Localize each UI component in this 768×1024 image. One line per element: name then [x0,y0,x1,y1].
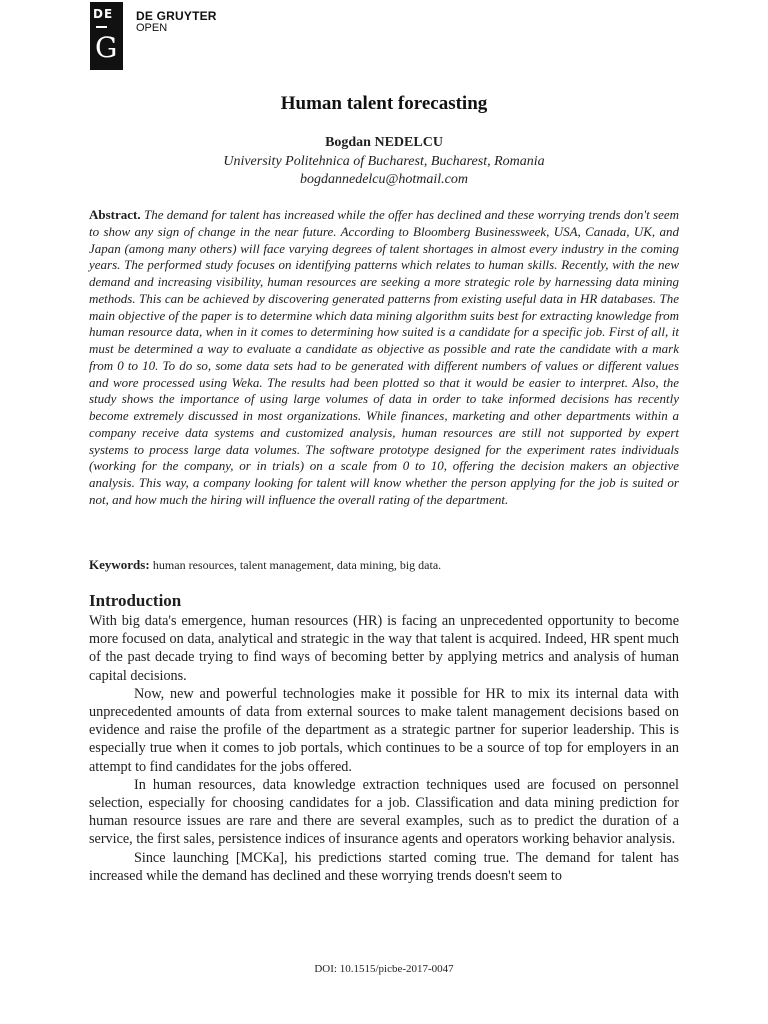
abstract-label: Abstract. [89,207,141,222]
paragraph: Since launching [MCKa], his predictions started coming true. The demand for talent has increased while the demand has declined and these worrying trends doesn't seem to [89,849,679,884]
keywords-label: Keywords: [89,557,150,572]
introduction-body [89,612,679,885]
publisher-logo [90,2,123,70]
keywords-text: human resources, talent management, data mining, big data. [152,558,442,572]
logo-divider [96,26,107,28]
publisher-name: DE GRUYTER [136,9,217,23]
section-heading-introduction: Introduction [89,591,182,610]
keywords [89,557,679,573]
author-email: bogdannedelcu@hotmail.com [299,172,468,187]
doi-footer: DOI: 10.1515/picbe-2017-0047 [314,963,454,975]
paper-title: Human talent forecasting [280,93,488,114]
publisher-imprint: OPEN [136,22,168,34]
abstract-text: The demand for talent has increased while the offer has declined and these worrying trends don't seem to show any sign of change in the near future. According to Bloomberg Businessweek, USA, Canada, UK, and Japan (among many others) will face varying degrees of talent shortages in almost every industry in the coming years. The performed study focuses on identifying patterns which relates to human skills. Recently, with the new demand and increasing visibility, human resources are seeking a more strategic role by harnessing data mining methods. This can be achieved by discovering generated patterns from existing useful data in HR databases. The main objective of the paper is to determine which data mining algorithm suits best for extracting knowledge from human resource data, when in it comes to determining how suited is a candidate for a specific job. First of all, it must be determined a way to evaluate a candidate as objective as possible and rate the candidate with a mark from 0 to 10. To do so, some data sets had to be generated with different numbers of values or different values and wore processed using Weka. The results had been plotted so that it would be easier to interpret. Also, the study shows the importance of using large volumes of data in order to take informed decisions has recently become extremely discussed in most organizations. While finances, marketing and other departments within a company receive data systems and customized analysis, human resources are still not supported by expert systems to process large data volumes. The software prototype designed for the experiment rates individuals (working for the company, or in trials) on a scale from 0 to 10, offering the decision makers an objective analysis. This way, a company looking for talent will know whether the person applying for the job is suited or not, and how much the hiring will influence the overall rating of the department. [89,207,680,507]
paragraph: In human resources, data knowledge extraction techniques used are focused on personnel selection, especially for choosing candidates for a job. Classification and data mining prediction for human resource issues are rare and there are several examples, such as to predict the duration of a service, the first sales, persistence indices of insurance agents and operators working behavior analysis. [89,776,679,848]
logo-de-text: DE [93,7,114,21]
paragraph: Now, new and powerful technologies make it possible for HR to mix its internal data with unprecedented amounts of data from external sources to make talent management decisions based on evidence and raise the profile of the department as a strategic partner for superior leadership. This is especially true when it comes to job portals, which continues to be a source of top for employers in an attempt to find candidates for the jobs offered. [89,685,679,775]
paragraph: With big data's emergence, human resources (HR) is facing an unprecedented opportunity to become more focused on data, analytical and strategic in the way that talent is acquired. Indeed, HR spent much of the past decade trying to find ways of becoming better by applying metrics and analysis of human capital decisions. [89,613,679,684]
logo-g-letter: G [95,31,118,64]
author-name: Bogdan NEDELCU [325,135,443,150]
abstract [89,207,679,509]
author-affiliation: University Politehnica of Bucharest, Bucharest, Romania [223,154,545,169]
publisher-brand [136,10,217,34]
